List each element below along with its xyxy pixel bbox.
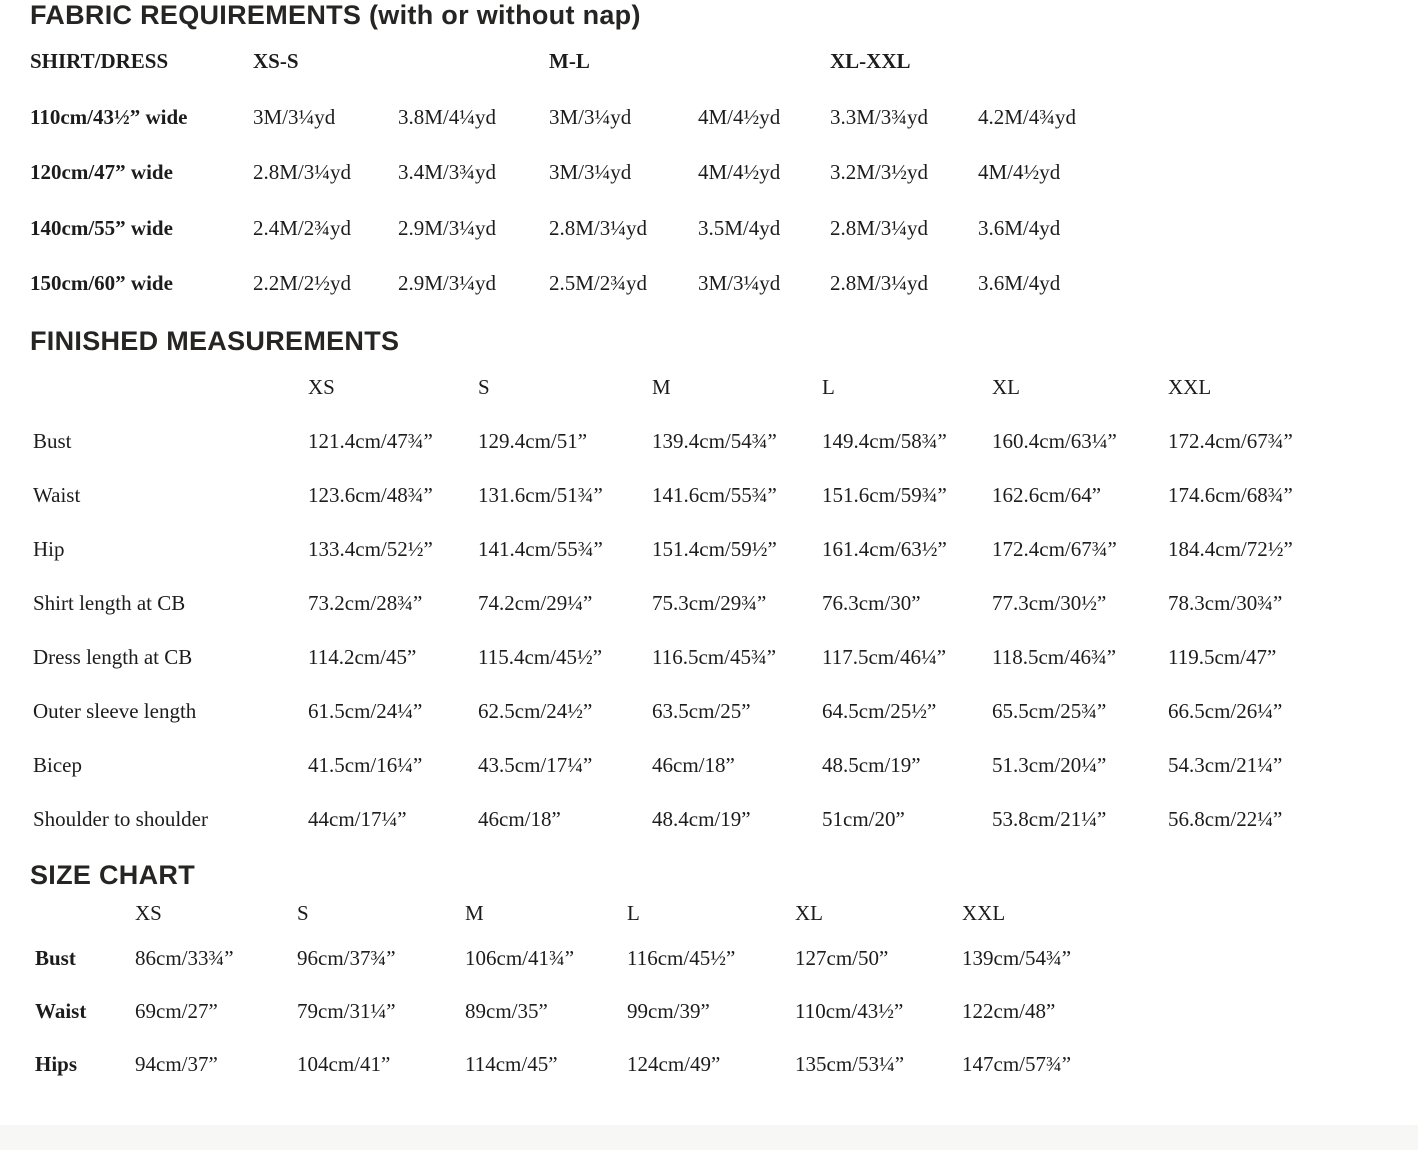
measurement-value: 129.4cm/51” xyxy=(478,428,588,453)
size-column-header-m: M xyxy=(465,900,484,925)
fabric-value: 3.2M/3½yd xyxy=(830,160,929,184)
fabric-value: 2.5M/2¾yd xyxy=(549,271,648,295)
fabric-group-header-xs-s: XS-S xyxy=(253,49,299,73)
fabric-value: 3M/3¼yd xyxy=(549,104,632,129)
measurement-value: 76.3cm/30” xyxy=(822,590,921,615)
measurement-value: 64.5cm/25½” xyxy=(822,698,937,723)
measurement-value: 46cm/18” xyxy=(652,752,735,777)
fabric-row-label: 140cm/55” wide xyxy=(30,215,173,240)
fabric-requirements-section xyxy=(0,0,1418,326)
fabric-value: 4M/4½yd xyxy=(978,160,1061,184)
measurement-value: 62.5cm/24½” xyxy=(478,698,593,723)
size-chart-title: SIZE CHART xyxy=(30,859,195,890)
fabric-value: 3.4M/3¾yd xyxy=(398,160,497,184)
measurement-value: 61.5cm/24¼” xyxy=(308,698,423,723)
fabric-value: 4M/4½yd xyxy=(698,104,781,129)
size-chart-section xyxy=(0,860,1418,1104)
size-chart-row-label: Waist xyxy=(35,998,87,1023)
size-chart-value: 114cm/45” xyxy=(465,1051,558,1076)
fabric-value: 3.3M/3¾yd xyxy=(830,104,929,129)
measurement-value: 172.4cm/67¾” xyxy=(992,536,1117,561)
measurement-value: 160.4cm/63¼” xyxy=(992,428,1117,453)
fabric-value: 2.8M/3¼yd xyxy=(549,215,648,240)
size-column-header-l: L xyxy=(627,900,640,925)
fabric-value: 2.8M/3¼yd xyxy=(830,215,929,240)
fabric-row-header: SHIRT/DRESS xyxy=(30,49,169,73)
measurement-value: 65.5cm/25¾” xyxy=(992,698,1107,723)
measurement-value: 133.4cm/52½” xyxy=(308,536,433,561)
measurement-value: 77.3cm/30½” xyxy=(992,590,1107,615)
measurement-value: 51.3cm/20¼” xyxy=(992,752,1107,777)
measurement-value: 123.6cm/48¾” xyxy=(308,482,433,507)
measurement-value: 149.4cm/58¾” xyxy=(822,428,947,453)
measurement-row-label: Shirt length at CB xyxy=(33,590,186,615)
measurement-value: 48.4cm/19” xyxy=(652,806,751,831)
fabric-value: 4.2M/4¾yd xyxy=(978,104,1077,129)
fabric-requirements-title: FABRIC REQUIREMENTS (with or without nap) xyxy=(30,0,641,30)
fabric-value: 4M/4½yd xyxy=(698,160,781,184)
size-column-header-s: S xyxy=(478,374,490,399)
measurement-value: 139.4cm/54¾” xyxy=(652,428,777,453)
page-bottom-strip xyxy=(0,1125,1418,1150)
size-chart-value: 79cm/31¼” xyxy=(297,998,396,1023)
fabric-value: 3.6M/4yd xyxy=(978,271,1061,295)
size-chart-value: 135cm/53¼” xyxy=(795,1051,905,1076)
size-chart-value: 94cm/37” xyxy=(135,1051,218,1076)
measurement-value: 174.6cm/68¾” xyxy=(1168,482,1293,507)
fabric-value: 2.9M/3¼yd xyxy=(398,271,497,295)
measurement-value: 114.2cm/45” xyxy=(308,644,417,669)
measurement-value: 53.8cm/21¼” xyxy=(992,806,1107,831)
measurement-value: 151.6cm/59¾” xyxy=(822,482,947,507)
measurement-value: 121.4cm/47¾” xyxy=(308,428,433,453)
size-chart-table xyxy=(35,900,1418,1104)
size-column-header-xxl: XXL xyxy=(962,900,1006,925)
size-chart-value: 116cm/45½” xyxy=(627,945,736,970)
measurement-value: 119.5cm/47” xyxy=(1168,644,1277,669)
size-chart-value: 139cm/54¾” xyxy=(962,945,1072,970)
fabric-value: 3M/3¼yd xyxy=(253,104,336,129)
measurement-row-label: Hip xyxy=(33,536,65,561)
fabric-value: 2.2M/2½yd xyxy=(253,271,352,295)
size-chart-value: 86cm/33¾” xyxy=(135,945,234,970)
size-chart-value: 69cm/27” xyxy=(135,998,218,1023)
measurement-value: 141.6cm/55¾” xyxy=(652,482,777,507)
measurement-value: 54.3cm/21¼” xyxy=(1168,752,1283,777)
measurement-value: 56.8cm/22¼” xyxy=(1168,806,1283,831)
fabric-row-label: 110cm/43½” wide xyxy=(30,104,188,129)
measurement-row-label: Bust xyxy=(33,428,72,453)
measurement-value: 115.4cm/45½” xyxy=(478,644,603,669)
finished-measurements-section xyxy=(0,326,1418,860)
measurement-value: 141.4cm/55¾” xyxy=(478,536,603,561)
size-chart-value: 110cm/43½” xyxy=(795,998,904,1023)
size-column-header-xl: XL xyxy=(992,374,1020,399)
measurement-row-label: Shoulder to shoulder xyxy=(33,806,208,831)
measurement-value: 75.3cm/29¾” xyxy=(652,590,767,615)
size-column-header-m: M xyxy=(652,374,671,399)
measurement-value: 44cm/17¼” xyxy=(308,806,407,831)
fabric-value: 3.5M/4yd xyxy=(698,215,781,240)
measurement-row-label: Waist xyxy=(33,482,81,507)
size-chart-value: 122cm/48” xyxy=(962,998,1056,1023)
fabric-value: 2.8M/3¼yd xyxy=(253,160,352,184)
fabric-value: 2.9M/3¼yd xyxy=(398,215,497,240)
measurement-value: 118.5cm/46¾” xyxy=(992,644,1117,669)
size-column-header-l: L xyxy=(822,374,835,399)
fabric-group-header-xl-xxl: XL-XXL xyxy=(830,49,911,73)
measurement-value: 161.4cm/63½” xyxy=(822,536,947,561)
size-chart-row-label: Bust xyxy=(35,945,76,970)
size-chart-value: 96cm/37¾” xyxy=(297,945,396,970)
finished-measurements-title: FINISHED MEASUREMENTS xyxy=(30,325,400,356)
measurement-value: 41.5cm/16¼” xyxy=(308,752,423,777)
measurement-value: 66.5cm/26¼” xyxy=(1168,698,1283,723)
measurement-value: 184.4cm/72½” xyxy=(1168,536,1293,561)
size-chart-value: 89cm/35” xyxy=(465,998,548,1023)
size-column-header-xl: XL xyxy=(795,900,823,925)
measurement-value: 74.2cm/29¼” xyxy=(478,590,593,615)
fabric-row-label: 150cm/60” wide xyxy=(30,271,173,295)
measurement-value: 131.6cm/51¾” xyxy=(478,482,603,507)
size-chart-value: 147cm/57¾” xyxy=(962,1051,1072,1076)
fabric-requirements-table xyxy=(30,48,1418,326)
measurement-value: 151.4cm/59½” xyxy=(652,536,777,561)
measurement-value: 117.5cm/46¼” xyxy=(822,644,947,669)
size-chart-value: 124cm/49” xyxy=(627,1051,721,1076)
size-column-header-xxl: XXL xyxy=(1168,374,1212,399)
measurement-value: 51cm/20” xyxy=(822,806,905,831)
fabric-value: 3.6M/4yd xyxy=(978,215,1061,240)
size-column-header-s: S xyxy=(297,900,309,925)
measurement-row-label: Bicep xyxy=(33,752,82,777)
measurement-value: 43.5cm/17¼” xyxy=(478,752,593,777)
measurement-row-label: Dress length at CB xyxy=(33,644,193,669)
fabric-value: 3M/3¼yd xyxy=(549,160,632,184)
size-chart-value: 99cm/39” xyxy=(627,998,710,1023)
fabric-value: 2.8M/3¼yd xyxy=(830,271,929,295)
measurement-value: 78.3cm/30¾” xyxy=(1168,590,1283,615)
finished-measurements-table xyxy=(33,374,1418,860)
size-chart-row-label: Hips xyxy=(35,1051,78,1076)
size-chart-value: 106cm/41¾” xyxy=(465,945,575,970)
size-column-header-xs: XS xyxy=(135,900,162,925)
measurement-value: 172.4cm/67¾” xyxy=(1168,428,1293,453)
fabric-value: 2.4M/2¾yd xyxy=(253,215,352,240)
measurement-value: 63.5cm/25” xyxy=(652,698,751,723)
measurement-value: 48.5cm/19” xyxy=(822,752,921,777)
fabric-row-label: 120cm/47” wide xyxy=(30,160,173,184)
measurement-value: 116.5cm/45¾” xyxy=(652,644,777,669)
size-chart-value: 127cm/50” xyxy=(795,945,889,970)
size-column-header-xs: XS xyxy=(308,374,335,399)
measurement-value: 46cm/18” xyxy=(478,806,561,831)
fabric-value: 3.8M/4¼yd xyxy=(398,104,497,129)
fabric-value: 3M/3¼yd xyxy=(698,271,781,295)
measurement-row-label: Outer sleeve length xyxy=(33,698,197,723)
measurement-value: 73.2cm/28¾” xyxy=(308,590,423,615)
measurement-value: 162.6cm/64” xyxy=(992,482,1102,507)
size-chart-value: 104cm/41” xyxy=(297,1051,391,1076)
fabric-group-header-m-l: M-L xyxy=(549,49,590,73)
